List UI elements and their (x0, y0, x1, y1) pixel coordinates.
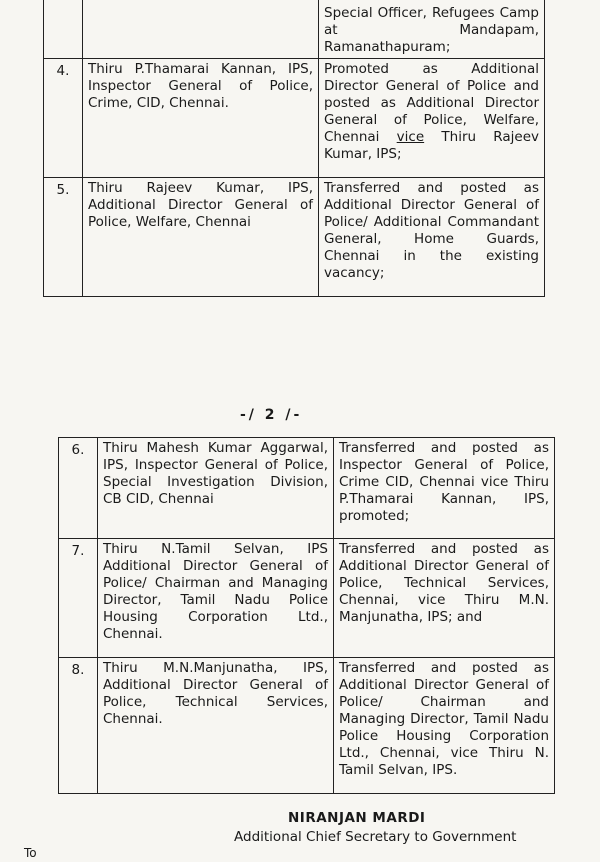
officer-text: Thiru N.Tamil Selvan, IPS Additional Director General of Police/ Chairman and Managing Director, Tamil Nadu Police Housing Corporation Ltd., Chennai. (103, 541, 328, 642)
vice-underlined: vice (396, 129, 425, 145)
table-row (44, 178, 545, 297)
addressee-label: To (24, 846, 37, 860)
posting-text: Transferred and posted as Additional Director General of Police, Technical Services, Chennai, vice Thiru M.N. Manjunatha, IPS; and (339, 541, 549, 625)
table-row (59, 438, 555, 539)
table-row (44, 59, 545, 178)
serial-number: 6. (59, 438, 98, 539)
officer-text: Thiru M.N.Manjunatha, IPS, Additional Director General of Police, Technical Services, Chennai. (103, 660, 328, 727)
serial-number: 7. (59, 539, 98, 658)
posting-text-end: Thiru Rajeev Kumar, IPS; (324, 129, 539, 162)
posting-text: Transferred and posted as Additional Director General of Police/ Chairman and Managing Director, Tamil Nadu Police Housing Corporation Ltd., Chennai, vice Thiru N. Tamil Selvan, IPS. (339, 660, 549, 778)
table-row (59, 658, 555, 794)
officer-cell (98, 658, 334, 794)
serial-number: 4. (44, 59, 83, 178)
posting-text: Transferred and posted as Additional Director General of Police/ Additional Commandant General, Home Guards, Chennai in the existing vacancy; (324, 180, 539, 281)
table-row (59, 539, 555, 658)
officer-cell (83, 0, 319, 59)
serial-number: 8. (59, 658, 98, 794)
page-number-marker: -/ 2 /- (240, 407, 303, 423)
posting-text: Promoted as Additional Director General of Police and posted as Additional Director General of Police, Welfare, Chennai (324, 61, 539, 145)
posting-text: Transferred and posted as Inspector General of Police, Crime CID, Chennai vice Thiru P.Thamarai Kannan, IPS, promoted; (339, 440, 549, 524)
officer-cell (98, 539, 334, 658)
posting-cell (319, 59, 545, 178)
postings-table-part2 (58, 437, 555, 794)
officer-cell (98, 438, 334, 539)
officer-text: Thiru P.Thamarai Kannan, IPS, Inspector General of Police, Crime, CID, Chennai. (88, 61, 313, 111)
posting-cell (334, 539, 555, 658)
postings-table-part1 (43, 0, 545, 297)
serial-number (44, 0, 83, 59)
table-row (44, 0, 545, 59)
officer-cell (83, 59, 319, 178)
officer-cell (83, 178, 319, 297)
posting-cell (334, 438, 555, 539)
posting-cell (319, 178, 545, 297)
posting-cell (319, 0, 545, 59)
officer-text: Thiru Mahesh Kumar Aggarwal, IPS, Inspector General of Police, Special Investigation Division, CB CID, Chennai (103, 440, 328, 507)
officer-text: Thiru Rajeev Kumar, IPS, Additional Director General of Police, Welfare, Chennai (88, 180, 313, 230)
posting-cell (334, 658, 555, 794)
serial-number: 5. (44, 178, 83, 297)
signatory-name: NIRANJAN MARDI (288, 810, 426, 826)
posting-text: Special Officer, Refugees Camp at Mandapam, Ramanathapuram; (324, 5, 539, 55)
signatory-designation: Additional Chief Secretary to Government (234, 829, 517, 845)
